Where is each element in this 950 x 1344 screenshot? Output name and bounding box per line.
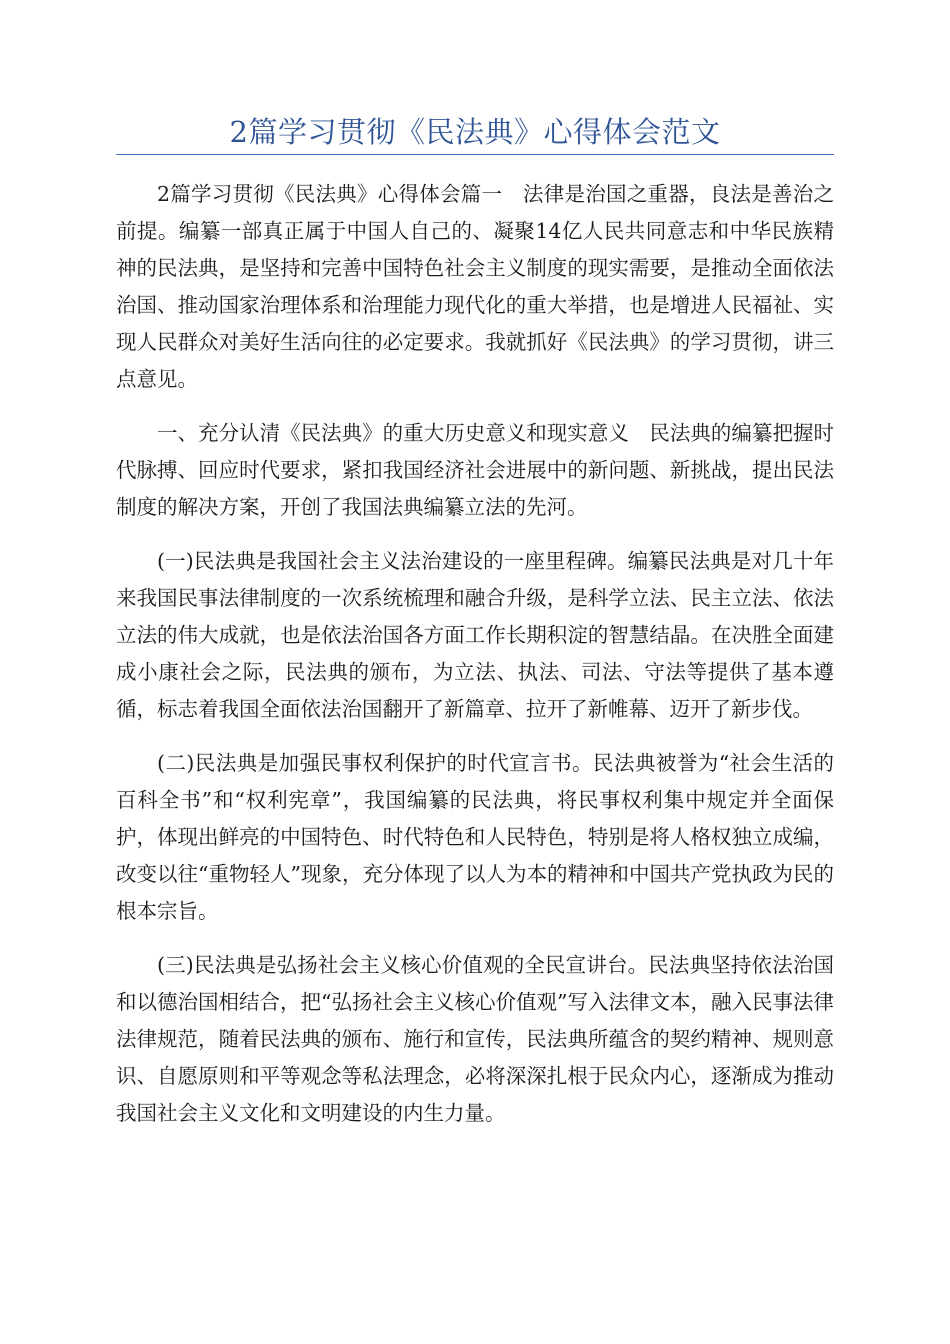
paragraph-point-one: (一)民法典是我国社会主义法治建设的一座里程碑。编纂民法典是对几十年来我国民事法律制度的一次系统梳理和融合升级，是科学立法、民主立法、依法立法的伟大成就，也是依法治国各方面工作长期积淀的智慧结晶。在决胜全面建成小康社会之际，民法典的颁布，为立法、执法、司法、守法等提供了基本遵循，标志着我国全面依法治国翻开了新篇章、拉开了新帷幕、迈开了新步伐。 <box>116 549 834 721</box>
document-title: 2篇学习贯彻《民法典》心得体会范文 <box>229 115 721 149</box>
paragraph-intro: 2篇学习贯彻《民法典》心得体会篇一 法律是治国之重器，良法是善治之前提。编纂一部真正属于中国人自己的、凝聚14亿人民共同意志和中华民族精神的民法典，是坚持和完善中国特色社会主义制度的现实需要，是推动全面依法治国、推动国家治理体系和治理能力现代化的重大举措，也是增进人民福祉、实现人民群众对美好生活向往的必定要求。我就抓好《民法典》的学习贯彻，讲三点意见。 <box>116 182 834 391</box>
document-body <box>116 176 834 1149</box>
paragraph-point-three: (三)民法典是弘扬社会主义核心价值观的全民宣讲台。民法典坚持依法治国和以德治国相结合，把“弘扬社会主义核心价值观”写入法律文本，融入民事法律法律规范，随着民法典的颁布、施行和宣传，民法典所蕴含的契约精神、规则意识、自愿原则和平等观念等私法理念，必将深深扎根于民众内心，逐渐成为推动我国社会主义文化和文明建设的内生力量。 <box>116 953 834 1125</box>
paragraph-section-one: 一、充分认清《民法典》的重大历史意义和现实意义 民法典的编纂把握时代脉搏、回应时代要求，紧扣我国经济社会进展中的新问题、新挑战，提出民法制度的解决方案，开创了我国法典编纂立法的先河。 <box>116 421 834 519</box>
title-underline <box>116 154 834 155</box>
paragraph-point-two: (二)民法典是加强民事权利保护的时代宣言书。民法典被誉为“社会生活的百科全书”和“权利宪章”，我国编纂的民法典，将民事权利集中规定并全面保护，体现出鲜亮的中国特色、时代特色和人民特色，特别是将人格权独立成编，改变以往“重物轻人”现象，充分体现了以人为本的精神和中国共产党执政为民的根本宗旨。 <box>116 751 834 923</box>
